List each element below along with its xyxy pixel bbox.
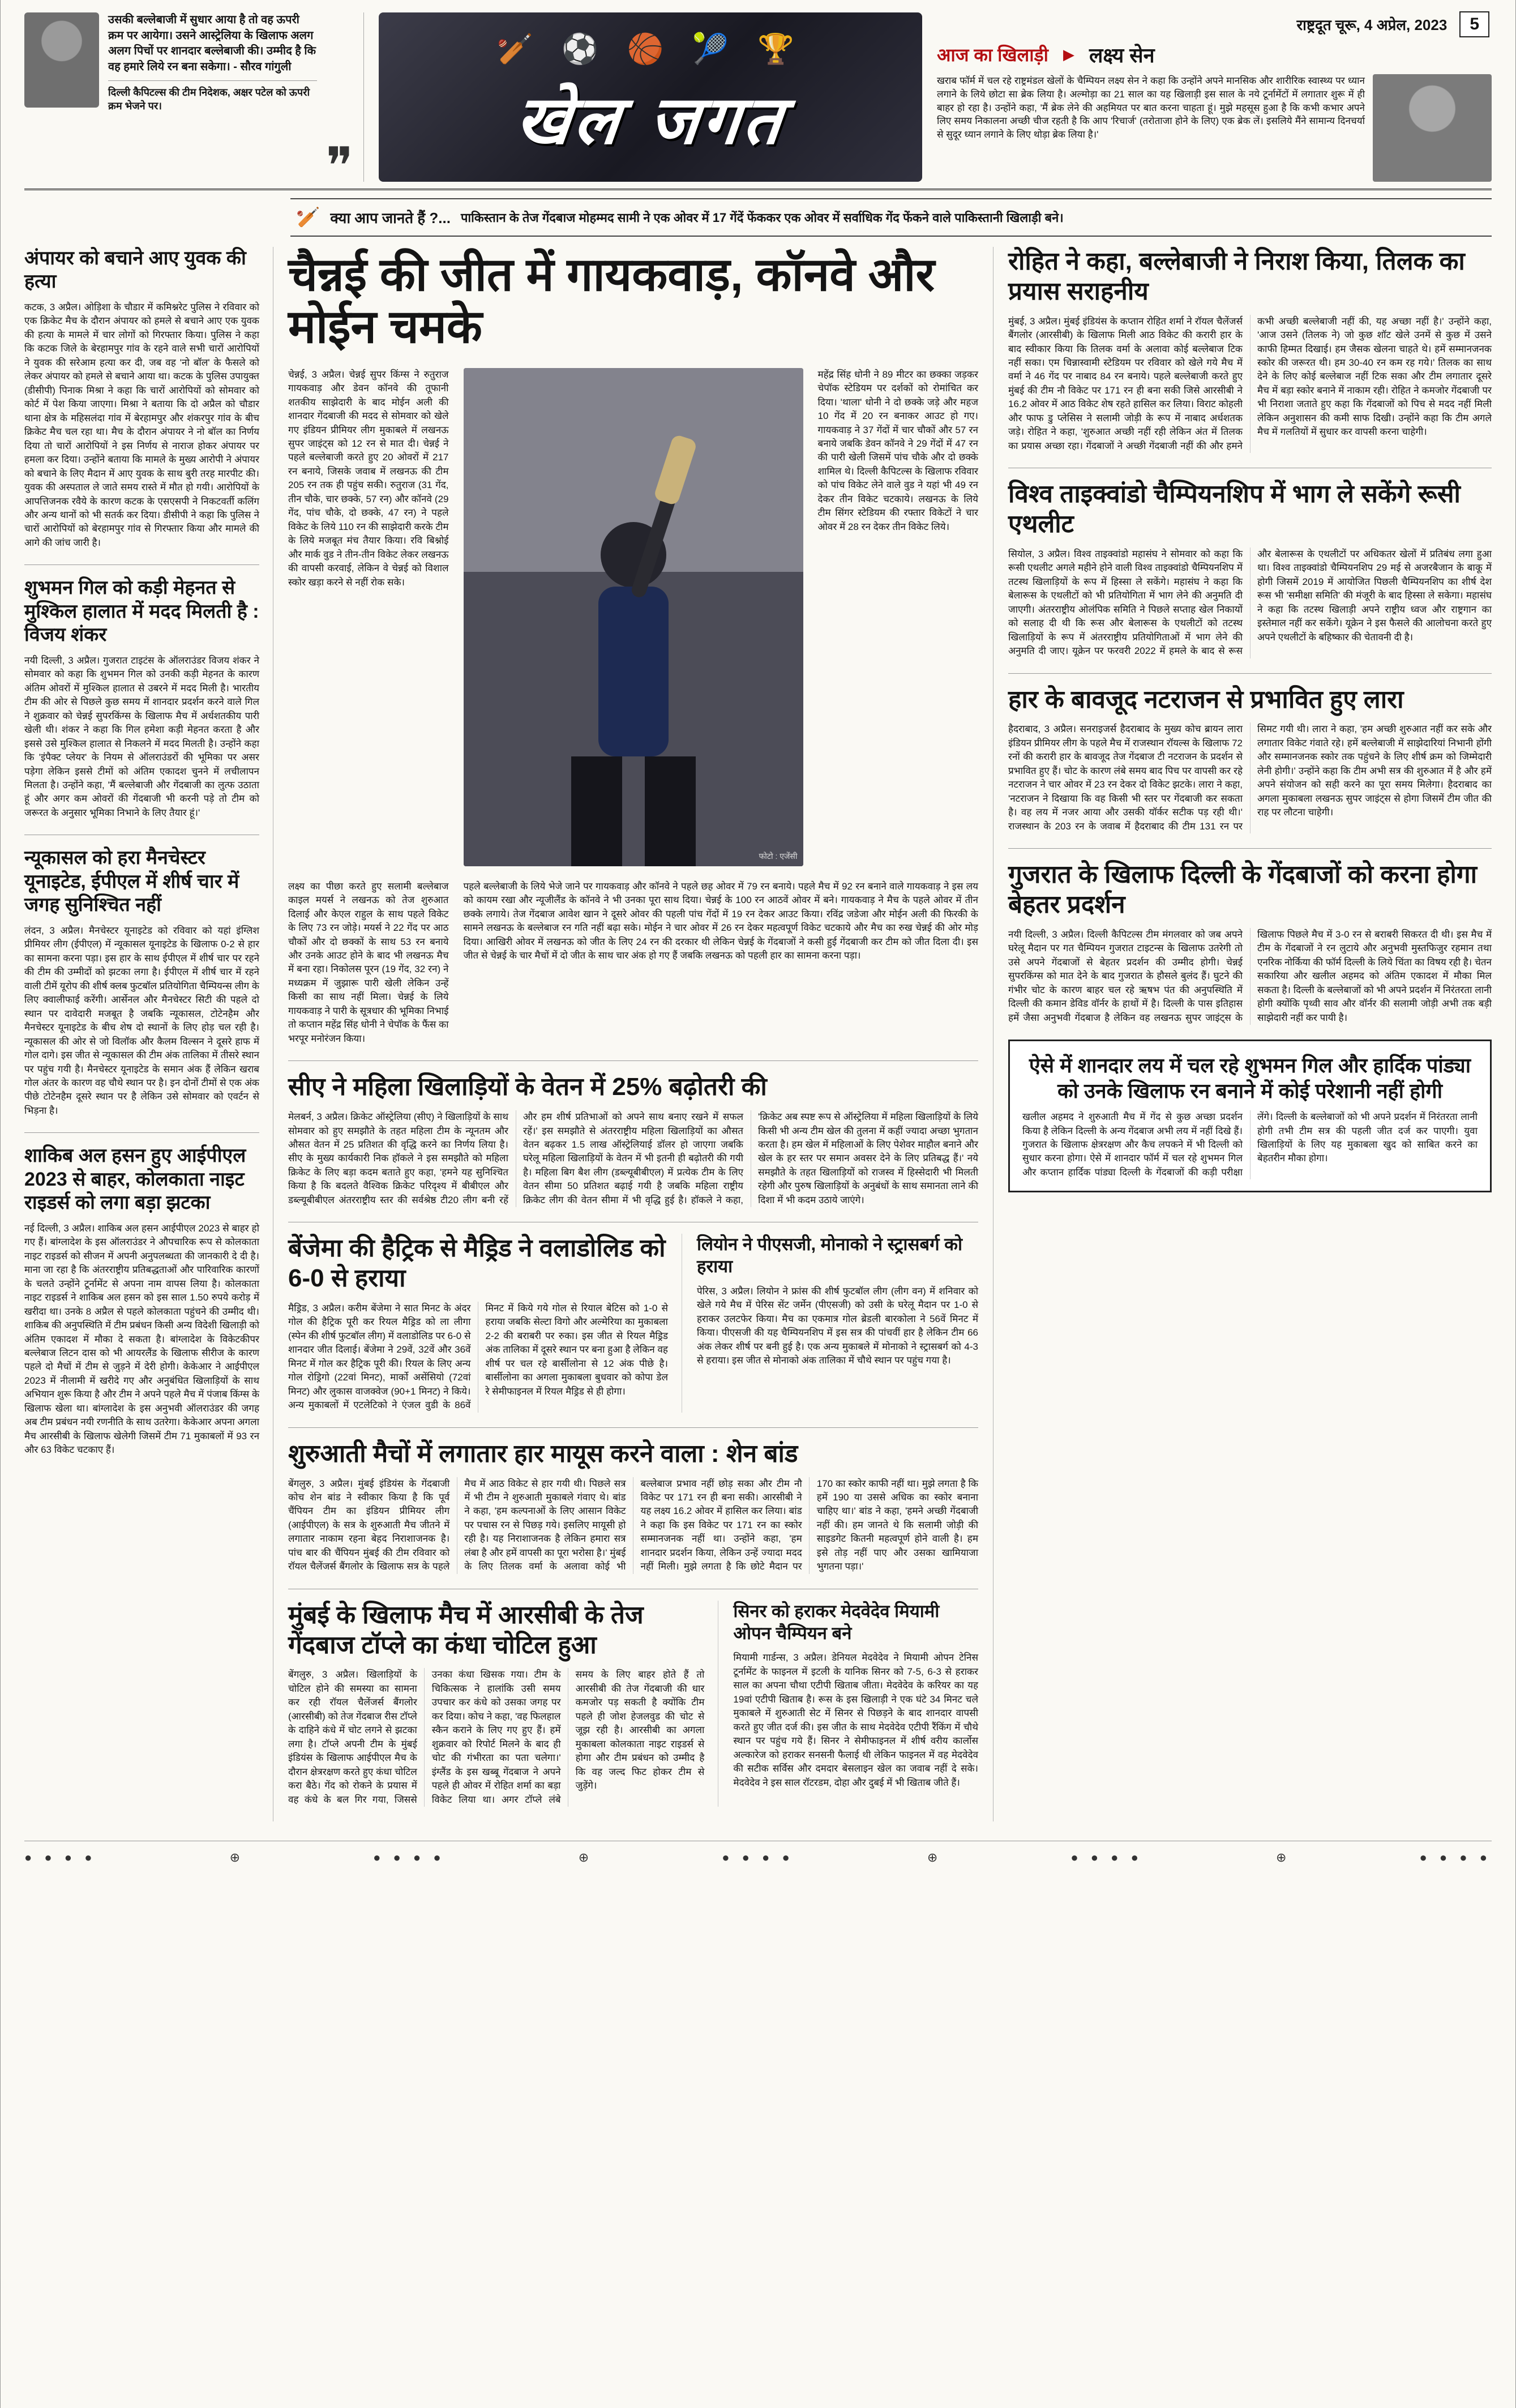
article-body: बेंगलुरु, 3 अप्रैल। मुंबई इंडियंस के गेंदबाजी कोच शेन बांड ने स्वीकार किया है कि पूर्व चैंपियन टीम का इंडियन प्रीमियर लीग (आईपीएल) के सत्र के शुरुआती मैच जीतने में लगातार नाकाम रहना बेहद निराशाजनक है। पांच बार की चैंपियन मुंबई की टीम रविवार को रॉयल चैलेंजर्स बैंगलोर के खिलाफ सत्र के पहले मैच में आठ विकेट से हार गयी थी। पिछले सत्र में भी टीम ने शुरुआती मुकाबले गंवाए थे। बांड ने कहा, 'हम कल्पनाओं के लिए आसान विकेट पर पचास रन से पिछड़ गये। इसलिए मायूसी हो रही है। यह निराशाजनक है लेकिन हमारा सत्र लंबा है और हमें वापसी का पूरा भरोसा है।' मुंबई के लिए तिलक वर्मा के अलावा कोई भी बल्लेबाज प्रभाव नहीं छोड़ सका और टीम नौ विकेट पर 171 रन ही बना सकी। आरसीबी ने यह लक्ष्य 16.2 ओवर में हासिल कर लिया। बांड ने कहा कि इस विकेट पर 171 रन का स्कोर सम्मानजनक नहीं था। उन्होंने कहा, 'हम शानदार प्रदर्शन किया, लेकिन उन्हें ज्यादा मदद नहीं मिली। मुझे लगता है कि छोटे मैदान पर 170 का स्कोर काफी नहीं था। मुझे लगता है कि हमें 190 या उससे अधिक का स्कोर बनाना चाहिए था।' बांड ने कहा, 'हमने अच्छी गेंदबाजी नहीं की। हम जानते थे कि सलामी जोड़ी की साइडगेट कितनी महत्वपूर्ण होने वाली है। हम इसे तोड़ नहीं पाए और उसका खामियाजा भुगतना पड़ा।': [288, 1478, 978, 1572]
article-headline: बेंजेमा की हैट्रिक से मैड्रिड ने वलाडोलिड को 6-0 से हराया: [288, 1234, 666, 1293]
article-shakib-ipl: [24, 1132, 259, 1457]
article-headline: सिनर को हराकर मेदवेदेव मियामी ओपन चैम्पियन बने: [733, 1601, 940, 1643]
quote-text: उसकी बल्लेबाजी में सुधार आया है तो वह ऊपरी क्रम पर आयेगा। उसने आस्ट्रेलिया के खिलाफ अलग अलग पिचों पर शानदार बल्लेबाजी की। उम्मीद है कि वह हमारे लिये रन बना सकेगा। - सौरव गांगुली: [108, 14, 316, 73]
did-you-know-strip: [290, 198, 1492, 237]
article-headline: शुभमन गिल को कड़ी मेहनत से मुश्किल हालात में मदद मिलती है : विजय शंकर: [24, 577, 259, 646]
registration-mark-icon: ⊕: [1275, 1850, 1287, 1865]
article-body: मियामी गार्डन्स, 3 अप्रैल। डेनियल मेदवेदेव ने मियामी ओपन टेनिस टूर्नामेंट के फाइनल में इटली के यानिक सिनर को 7-5, 6-3 से हराकर साल का अपना चौथा एटीपी खिताब जीता। मेदवेदेव के करियर का यह 19वां एटीपी खिताब है। रूस के इस खिलाड़ी ने एक घंटे 34 मिनट चले मुकाबले में शुरुआती सेट में सिनर से पिछड़ने के बाद शानदार वापसी करते हुए जीत दर्ज की। इस जीत के साथ मेदवेदेव एटीपी रैंकिंग में चौथे स्थान पर पहुंच गये हैं। सिनर ने सेमीफाइनल में शीर्ष वरीय कार्लोस अल्कारेज को हराकर सनसनी फैलाई थी लेकिन फाइनल में वह मेदवेदेव की सटीक सर्विस और दमदार बेसलाइन खेल का जवाब नहीं दे सके। मेदवेदेव ने इस साल रॉटरडम, दोहा और दुबई में भी खिताब जीते हैं।: [733, 1652, 978, 1788]
article-body: बेंगलुरु, 3 अप्रैल। खिलाड़ियों के चोटिल होने की समस्या का सामना कर रही रॉयल चैलेंजर्स बैंगलोर (आरसीबी) को तेज गेंदबाज रीस टॉप्ले के दाहिने कंधे में चोट लगने से झटका लगा है। टॉप्ले अपनी टीम के मुंबई इंडियंस के खिलाफ आईपीएल मैच के दौरान क्षेत्ररक्षण करते हुए कंधा चोटिल करा बैठे। गेंद को रोकने के प्रयास में वह कंधे के बल गिर गया, जिससे उनका कंधा खिसक गया। टीम के चिकित्सक ने हालांकि उसी समय उपचार कर कंधे को उसका जगह पर कर दिया। कोच ने कहा, 'वह फिलहाल स्कैन कराने के लिए गए हुए हैं। हमें शुक्रवार को रिपोर्ट मिलने के बाद ही चोट की गंभीरता का पता चलेगा।' इंग्लैंड के इस खब्बू गेंदबाज ने अपने पहले ही ओवर में रोहित शर्मा का बड़ा विकेट लिया था। अगर टॉप्ले लंबे समय के लिए बाहर होते हैं तो आरसीबी की तेज गेंदबाजी की धार कमजोर पड़ सकती है क्योंकि टीम पहले ही जोश हेजलवुड की चोट से जूझ रही है। आरसीबी का अगला मुकाबला कोलकाता नाइट राइडर्स से होगा और टीम प्रबंधन को उम्मीद है कि वह जल्द फिट होकर टीम से जुड़ेंगे।: [288, 1669, 705, 1805]
did-you-know-label: क्या आप जानते हैं ?...: [330, 209, 451, 226]
did-you-know-text: पाकिस्तान के तेज गेंदबाज मोहम्मद सामी ने एक ओवर में 17 गेंदें फेंककर एक ओवर में सर्वाधिक गेंद फेंकने वाले पाकिस्तानी खिलाड़ी बने।: [460, 211, 1064, 225]
article-body: मैड्रिड, 3 अप्रैल। करीम बेंजेमा ने सात मिनट के अंदर गोल की हैट्रिक पूरी कर रियल मैड्रिड को ला लीगा (स्पेन की शीर्ष फुटबॉल लीग) में वलाडोलिड पर 6-0 से शानदार जीत दिलाई। बेंजेमा ने 29वें, 32वें और 36वें मिनट में गोल कर हैट्रिक पूरी की। रियल के लिए अन्य गोल रोड्रिगो (22वां मिनट), मार्को असेंसियो (72वां मिनट) और लुकास वाजक्वेज (90+1 मिनट) ने किये। अन्य मुकाबलों में एटलेटिको ने एंजल वुडी के 86वें मिनट में किये गये गोल से रियाल बेटिस को 1-0 से हराया जबकि सेल्टा विगो और अल्मेरिया का मुकाबला 2-2 की बराबरी पर रुका। इस जीत से रियल मैड्रिड अंक तालिका में दूसरे स्थान पर बना हुआ है लेकिन वह शीर्ष पर चल रहे बार्सीलोना से 12 अंक पीछे है। बार्सीलोना का अगला मुकाबला बुधवार को कोपा डेल रे सेमीफाइनल में रियल मैड्रिड से ही होगा।: [288, 1302, 668, 1411]
article-gill-shankar: [24, 564, 259, 820]
article-ca-pay-rise: [288, 1060, 978, 1207]
registration-mark-icon: ⊕: [578, 1850, 589, 1865]
pagination-dots: ● ● ● ●: [1070, 1850, 1143, 1865]
article-headline: शुरुआती मैचों में लगातार हार मायूस करने वाला : शेन बांड: [288, 1439, 798, 1468]
article-body: सियोल, 3 अप्रैल। विश्व ताइक्वांडो महासंघ ने सोमवार को कहा कि रूसी एथलीट अगले महीने होने वाली विश्व ताइक्वांडो चैम्पियनशिप में तटस्थ खिलाड़ियों के रूप में हिस्सा ले सकेंगे। महासंघ ने कहा कि बेलारूस के एथलीटों को भी प्रतियोगिता में भाग लेने की अनुमति दी जाएगी। अंतरराष्ट्रीय ओलंपिक समिति ने पिछले सप्ताह खेल निकायों को सलाह दी थी कि रूस और बेलारूस के एथलीटों को तटस्थ खिलाड़ियों के रूप में अंतरराष्ट्रीय प्रतियोगिताओं में भाग लेने की अनुमति दी जाए। यूक्रेन पर फरवरी 2022 में हमले के बाद से रूस और बेलारूस के एथलीटों पर अधिकतर खेलों में प्रतिबंध लगा हुआ था। विश्व ताइक्वांडो चैम्पियनशिप 29 मई से अजरबैजान के बाकू में होगी जिसमें 2019 में आयोजित पिछली चैम्पियनशिप का शीर्ष देश रूस भी 'समीक्षा समिति' की मंजूरी के बाद हिस्सा ले सकेगा। महासंघ ने कहा कि तटस्थ खिलाड़ी अपने राष्ट्रीय ध्वज और राष्ट्रगान का इस्तेमाल नहीं कर सकेंगे। यूक्रेन ने इस फैसले की आलोचना करते हुए अपने एथलीटों के बहिष्कार की चेतावनी दी है।: [1008, 548, 1492, 657]
article-body: मुंबई, 3 अप्रैल। मुंबई इंडियंस के कप्तान रोहित शर्मा ने रॉयल चैलेंजर्स बैंगलोर (आरसीबी) के खिलाफ मिली आठ विकेट की करारी हार के बाद स्वीकार किया कि तिलक वर्मा के अलावा कोई बल्लेबाज टिक नहीं सका। एम चिन्नास्वामी स्टेडियम पर रविवार को खेले गये मैच में वर्मा ने 46 गेंद पर नाबाद 84 रन बनाये। पहले बल्लेबाजी करते हुए मुंबई की टीम नौ विकेट पर 171 रन ही बना सकी जिसे आरसीबी ने 16.2 ओवर में आठ विकेट शेष रहते हासिल कर लिया। विराट कोहली और फाफ डु प्लेसिस ने सलामी जोड़ी के रूप में नाबाद अर्धशतक जड़े। रोहित ने कहा, 'शुरुआत अच्छी नहीं रही लेकिन अंत में तिलक का प्रयास अच्छा रहा। गेंदबाजों ने अच्छी गेंदबाजी नहीं की और हमने कभी अच्छी बल्लेबाजी नहीं की, यह अच्छा नहीं है।' उन्होंने कहा, 'आज उसने (तिलक ने) जो कुछ शॉट खेले उनमें से कुछ में उसने काफी हिम्मत दिखाई। हम जैसक खेलना चाहते थे। हमें सम्मानजनक स्कोर की जरूरत थी। हम 30-40 रन कम रह गये।' तिलक का साथ देने के लिए कोई बल्लेबाज नहीं टिक सका और टीम लगातार दूसरे मैच में बड़ा स्कोर बनाने में नाकाम रही। रोहित ने कमजोर गेंदबाजी पर भी निराशा जताते हुए कहा कि गेंदबाजों को पिच से मदद नहीं मिली लेकिन अनुशासन की कमी साफ दिखी। उन्होंने कहा कि टीम अगले मैच में गलतियों में सुधार कर वापसी करना चाहेगी।: [1008, 315, 1492, 451]
cricket-ball-icon: 🏏: [296, 207, 320, 228]
player-of-the-day: [937, 12, 1492, 182]
sports-icons: 🏏 ⚽ 🏀 🎾 🏆: [496, 32, 804, 66]
player-name: लक्ष्य सेन: [1089, 44, 1155, 67]
main-body-col2: लक्ष्य का पीछा करते हुए सलामी बल्लेबाज काइल मयर्स ने लखनऊ को तेज शुरुआत दिलाई और केएल राहुल के साथ पहले विकेट के लिए 73 रन जोड़े। मयर्स ने 22 गेंद पर आठ चौकों और दो छक्कों के साथ 53 रन बनाये और उनके आउट होने के बाद भी लखनऊ मैच में बना रहा। निकोलस पूरन (19 गेंद, 32 रन) ने मध्यक्रम में जुझारू पारी खेली लेकिन उन्हें किसी का साथ नहीं मिला। चेन्नई के लिये गायकवाड़ ने पारी के सूत्रधार की भूमिका निभाई तो कप्तान महेंद्र सिंह धोनी ने चेपॉक के फैंस का भरपूर मनोरंजन किया।: [288, 880, 449, 1044]
article-body: पेरिस, 3 अप्रैल। लियोन ने फ्रांस की शीर्ष फुटबॉल लीग (लीग वन) में शनिवार को खेले गये मैच में पेरिस सेंट जर्मेन (पीएसजी) को उसी के घरेलू मैदान पर 1-0 से हराकर उलटफेर किया। मैच का एकमात्र गोल ब्रेडली बारकोला ने 56वें मिनट में किया। पीएसजी की यह चैम्पियनशिप में इस सत्र की पांचवीं हार है लेकिन टीम 66 अंक लेकर शीर्ष पर बनी हुई है। एक अन्य मुकाबले में मोनाको ने स्ट्रासबर्ग को 4-3 से हराया। इस जीत से मोनाको अंक तालिका में चौथे स्थान पर पहुंच गया है।: [696, 1285, 978, 1366]
article-headline: न्यूकासल को हरा मैनचेस्टर यूनाइटेड, ईपीएल में शीर्ष चार में जगह सुनिश्चित नहीं: [24, 847, 239, 916]
article-newcastle-united: [24, 835, 259, 1118]
highlight-body: खलील अहमद ने शुरुआती मैच में गेंद से कुछ अच्छा प्रदर्शन किया है लेकिन दिल्ली के अन्य गेंदबाज अभी लय में नहीं दिखे हैं। गुजरात के खिलाफ क्षेत्ररक्षण और कैच लपकने में भी दिल्ली को सुधार करना होगा। ऐसे में शानदार फॉर्म में चल रहे शुभमन गिल और कप्तान हार्दिक पांड्या दिल्ली के गेंदबाजों की कड़ी परीक्षा लेंगे। दिल्ली के बल्लेबाजों को भी अपने प्रदर्शन में निरंतरता लानी होगी तभी टीम सत्र की पहली जीत दर्ज कर पाएगी। युवा खिलाड़ियों के लिए यह मुकाबला खुद को साबित करने का बेहतरीन मौका होगा।: [1022, 1111, 1478, 1178]
columnist-photo: [24, 12, 99, 108]
bottom-row: [288, 1589, 978, 1821]
registration-mark-icon: ⊕: [229, 1850, 241, 1865]
article-headline: शाकिब अल हसन हुए आईपीएल 2023 से बाहर, कोलकाता नाइट राइडर्स को लगा बड़ा झटका: [24, 1145, 246, 1214]
article-delhi-bowlers: [1008, 848, 1492, 1025]
registration-mark-icon: ⊕: [927, 1850, 938, 1865]
article-body: मेलबर्न, 3 अप्रैल। क्रिकेट ऑस्ट्रेलिया (सीए) ने खिलाड़ियों के साथ सोमवार को हुए समझौते के तहत महिला टीम के न्यूनतम और औसत वेतन में 25 प्रतिशत की वृद्धि करने का निर्णय लिया है। सीए के मुख्य कार्यकारी निक हॉकले ने इस समझौते को महिला क्रिकेट के लिए बड़ा कदम बताते हुए कहा, 'हमने यह सुनिश्चित किया है कि बदलते वैश्विक क्रिकेट परिदृश्य में बीबीएल और डब्ल्यूबीबीएल अंतरराष्ट्रीय स्तर की सर्वश्रेष्ठ टी20 लीग बनी रहें और हम शीर्ष प्रतिभाओं को अपने साथ बनाए रखने में सफल रहें।' इस समझौते से अंतरराष्ट्रीय महिला खिलाड़ियों का औसत वेतन बढ़कर 1.5 लाख ऑस्ट्रेलियाई डॉलर हो जाएगा जबकि घरेलू महिला खिलाड़ियों के वेतन में भी इतनी ही बढ़ोतरी की गयी है। महिला बिग बैश लीग (डब्ल्यूबीबीएल) में प्रत्येक टीम के लिए वेतन सीमा 50 प्रतिशत बढ़ाई गयी है जबकि महिला राष्ट्रीय क्रिकेट लीग की वेतन सीमा में भी वृद्धि हुई है। हॉकले ने कहा, 'क्रिकेट अब स्पष्ट रूप से ऑस्ट्रेलिया में महिला खिलाड़ियों के लिये किसी भी अन्य टीम खेल की तुलना में कहीं ज्यादा अच्छा भुगतान करता है। हम खेल में महिलाओं के लिए पेशेवर माहौल बनाने और खेल के हर स्तर पर समान अवसर देने के लिए प्रतिबद्ध हैं।' नये समझौते के तहत खिलाड़ियों को राजस्व में हिस्सेदारी भी मिलती रहेगी और पुरुष खिलाड़ियों के अनुबंधों के साथ समानता लाने की दिशा में भी कदम उठाये जाएंगे।: [288, 1111, 978, 1205]
player-of-day-label: आज का खिलाड़ी: [937, 45, 1048, 65]
section-title: खेल जगत: [511, 80, 789, 159]
photo-credit: फोटो : एजेंसी: [759, 851, 798, 861]
article-headline: अंपायर को बचाने आए युवक की हत्या: [24, 247, 246, 293]
article-body: नयी दिल्ली, 3 अप्रैल। गुजरात टाइटंस के ऑलराउंडर विजय शंकर ने सोमवार को कहा कि शुभमन गिल को उनकी कड़ी मेहनत के कारण अंतिम ओवरों में मुश्किल हालात से उबरने में मदद मिली है। भारतीय टीम की ओर से पिछले कुछ समय में शानदार प्रदर्शन करने वाले गिल ने शुक्रवार को चेन्नई सुपरकिंग्स के खिलाफ मैच में अर्धशतकीय पारी खेली थी। शंकर ने कहा कि गिल हमेशा कड़ी मेहनत करता है और इससे उसे मुश्किल हालात से निकलने में मदद मिलती है। उन्होंने कहा कि 'इंपैक्ट प्लेयर' के नियम से ऑलराउंडरों की भूमिका पर असर पड़ेगा लेकिन इससे टीमों को अंतिम एकादश चुनने में लचीलापन मिलता है। उन्होंने कहा, 'मैं बल्लेबाजी और गेंदबाजी का लुत्फ उठाता हूं और अगर कम ओवरों की गेंदबाजी भी करनी पड़े तो टीम को जरूरत के अनुसार भूमिका निभाने के लिए तैयार हूं।': [24, 655, 259, 818]
article-headline: विश्व ताइक्वांडो चैम्पियनशिप में भाग ले सकेंगे रूसी एथलीट: [1008, 480, 1461, 538]
pagination-strip: [24, 1841, 1492, 1865]
pagination-dots: ● ● ● ●: [1419, 1850, 1492, 1865]
pagination-dots: ● ● ● ●: [24, 1850, 97, 1865]
main-body-after: पहले बल्लेबाजी के लिये भेजे जाने पर गायकवाड़ और कॉनवे ने पहले छह ओवर में 79 रन बनाये। पहले मैच में 92 रन बनाने वाले गायकवाड़ ने इस लय को कायम रखा और न्यूजीलैंड के कॉनवे ने भी उनका पूरा साथ दिया। चेन्नई के 100 रन आठवें ओवर में बने। गायकवाड़ ने मैच के पहले ओवर में तीन छक्के लगाये। तेज गेंदबाज आवेश खान ने दूसरे ओवर की पहली पांच गेंदों में 19 रन देकर आउट किया। रविंद्र जडेजा और मोईन अली की फिरकी के सामने लखनऊ के बल्लेबाज रन गति नहीं बढ़ा सके। मोईन ने चार ओवर में 26 रन देकर महत्वपूर्ण विकेट चटकाये और मैच का रुख चेन्नई की ओर मोड़ दिया। आखिरी ओवर में लखनऊ को जीत के लिए 24 रन की दरकार थी लेकिन चेन्नई के गेंदबाजों ने कसी हुई गेंदबाजी कर टीम को जीत दिला दी। इस जीत से चेन्नई के चार मैचों में दो जीत के साथ चार अंक हो गए हैं जबकि लखनऊ को पहली हार का सामना करना पड़ा।: [463, 880, 978, 961]
article-body: नयी दिल्ली, 3 अप्रैल। दिल्ली कैपिटल्स टीम मंगलवार को जब अपने घरेलू मैदान पर गत चैम्पियन गुजरात टाइटन्स के खिलाफ उतरेगी तो उसे अपने गेंदबाजों से बेहतर प्रदर्शन की उम्मीद होगी। चेन्नई सुपरकिंग्स को मात देने के बाद गुजरात के हौसले बुलंद हैं। घुटने की गंभीर चोट के कारण बाहर चल रहे ऋषभ पंत की अनुपस्थिति में दिल्ली की कमान डेविड वॉर्नर के हाथों में है। दिल्ली के पास इतिहास हमें जैसा अनुभवी गेंदबाज है लेकिन वह लखनऊ सुपर जाइंट्स के खिलाफ पिछले मैच में 3-0 रन से बराबरी सिकरत दी थी। इस मैच में टीम के गेंदबाजों ने रन लुटाये और अनुभवी मुस्तफिजुर रहमान तथा एनरिक नोर्किया की फॉर्म दिल्ली के लिये चिंता का विषय रही है। चेतन सकारिया और खलील अहमद को अंतिम एकादश में मौका मिल सकता है। दिल्ली के बल्लेबाजों को भी अपने प्रदर्शन में निरंतरता लानी होगी क्योंकि पृथ्वी साव और वॉर्नर की सलामी जोड़ी अभी तक बड़ी साझेदारी नहीं कर पायी है।: [1008, 929, 1492, 1023]
article-lyon-psg: [697, 1234, 978, 1412]
main-headline: चैन्नई की जीत में गायकवाड़, कॉनवे और मोईन चमके: [288, 249, 935, 353]
pagination-dots: ● ● ● ●: [722, 1850, 794, 1865]
main-body-col1: चेन्नई, 3 अप्रैल। चेन्नई सुपर किंग्स ने रुतुराज गायकवाड़ और डेवन कॉनवे की तूफानी शतकीय साझेदारी के बाद मोईन अली की शानदार गेंदबाजी की मदद से सोमवार को खेले गए इंडियन प्रीमियर लीग मुकाबले में लखनऊ सुपर जाइंट्स को 12 रन से मात दी। चेन्नई ने पहले बल्लेबाजी करते हुए 20 ओवरों में 217 रन बनाये, जिसके जवाब में लखनऊ की टीम 205 रन तक ही पहुंच सकी। रुतुराज (31 गेंद, तीन चौके, चार छक्के, 57 रन) और कॉनवे (29 गेंद, पांच चौके, दो छक्के, 47 रन) ने पहले विकेट के लिये 110 रन की साझेदारी करके टीम के लिये मजबूत मंच तैयार किया। रवि बिश्नोई और मार्क वुड ने तीन-तीन विकेट लेकर लखनऊ की वापसी करवाई, लेकिन वे चेन्नई को विशाल स्कोर खड़ा करने से नहीं रोक सके।: [288, 369, 449, 588]
page-number: 5: [1459, 11, 1489, 37]
page-topline: [1296, 11, 1489, 37]
arrow-right-icon: ▶: [1063, 46, 1074, 63]
highlight-headline: ऐसे में शानदार लय में चल रहे शुभमन गिल और हार्दिक पांड्या को उनके खिलाफ रन बनाने में कोई परेशानी नहीं होगी: [1029, 1054, 1471, 1103]
player-photo: [1373, 74, 1492, 182]
article-lara-natarajan: [1008, 673, 1492, 834]
article-headline: लियोन ने पीएसजी, मोनाको ने स्ट्रासबर्ग को हराया: [696, 1234, 963, 1277]
right-column: [993, 247, 1492, 1821]
article-body: हैदराबाद, 3 अप्रैल। सनराइजर्स हैदराबाद के मुख्य कोच ब्रायन लारा इंडियन प्रीमियर लीग के पहले मैच में राजस्थान रॉयल्स के खिलाफ 72 रनों की करारी हार के बावजूद तेज गेंदबाज टी नटराजन के प्रदर्शन से प्रभावित हुए हैं। चोट के कारण लंबे समय बाद पिच पर वापसी कर रहे नटराजन ने चार ओवर में 23 रन देकर दो विकेट झटके। लारा ने कहा, 'नटराजन ने दिखाया कि वह किसी भी स्तर पर गेंदबाजी कर सकता है। वह लय में नजर आया और उसकी यॉर्कर सटीक पड़ रही थी।' राजस्थान के 203 रन के जवाब में हैदराबाद की टीम 131 रन पर सिमट गयी थी। लारा ने कहा, 'हम अच्छी शुरुआत नहीं कर सके और लगातार विकेट गंवाते रहे। हमें बल्लेबाजी में साझेदारियां निभानी होंगी और सम्मानजनक स्कोर तक पहुंचने के लिए शीर्ष क्रम को जिम्मेदारी लेनी होगी।' उन्होंने कहा कि टीम अभी सत्र की शुरुआत में है और हमें अपने संयोजन को सही करने का पूरा समय मिलेगा। हैदराबाद का अगला मुकाबला लखनऊ सुपर जाइंट्स से होगा जिसमें टीम जीत की राह पर लौटना चाहेगी।: [1008, 724, 1492, 832]
article-umpire-murder: [24, 247, 259, 550]
article-medvedev-miami: [733, 1601, 978, 1807]
player-text: खराब फॉर्म में चल रहे राष्ट्रमंडल खेलों के चैम्पियन लक्ष्य सेन ने कहा कि उन्होंने अपने मानसिक और शारीरिक स्वास्थ्य पर ध्यान लगाने के लिये छोटा सा ब्रेक लिया है। अल्मोड़ा का 21 साल का यह खिलाड़ी इस साल के नये टूर्नामेंटों में लगातार शुरू में ही बाहर हो रहा है। उन्होंने कहा, 'मैं ब्रेक लेने की अहमियत पर बात करना चाहता हूं। मुझे महसूस हुआ है कि कभी कभार अपने लिए समय निकालना अच्छी चीज रहती है कि आप 'रिचार्ज' (तरोताजा होने के लिए) एक ब्रेक लें। इसलिये मैंने सामान्य दिनचर्या से सुदूर ध्यान लगाने के लिए थोड़ा ब्रेक लिया है।': [937, 75, 1365, 140]
article-headline: रोहित ने कहा, बल्लेबाजी ने निराश किया, तिलक का प्रयास सराहनीय: [1008, 247, 1465, 305]
article-headline: मुंबई के खिलाफ मैच में आरसीबी के तेज गेंदबाज टॉप्ले का कंधा चोटिल हुआ: [288, 1601, 644, 1659]
article-taekwondo-russia: [1008, 468, 1492, 658]
left-column: [24, 247, 273, 1821]
main-body-col3: महेंद्र सिंह धोनी ने 89 मीटर का छक्का जड़कर चेपॉक स्टेडियम पर दर्शकों को रोमांचित कर दिया। 'थाला' धोनी ने दो छक्के जड़े और महज 10 गेंद में 20 रन बनाकर आउट हो गए। गायकवाड़ ने 37 गेंदों में चार चौकों और 57 रन बनाये जबकि डेवन कॉनवे ने 29 गेंदों में 47 रन की पारी खेली जिसमें पांच चौके और दो छक्के शामिल थे। दिल्ली कैपिटल्स के खिलाफ रविवार को पांच विकेट लेने वाले वुड ने यहां भी 49 रन देकर तीन विकेट चटकाये। लखनऊ के लिये टीम सिंगर स्टेडियम की रफ्तार विकेटों ने चार ओवर में 28 रन देकर तीन विकेट लिये।: [817, 369, 978, 532]
quote-caption: दिल्ली कैपिटल्स की टीम निदेशक, अक्षर पटेल को ऊपरी क्रम भेजने पर।: [108, 80, 317, 113]
article-benzema-hattrick: [288, 1234, 682, 1412]
quote-mark-icon: ❞: [326, 136, 353, 196]
article-headline: सीए ने महिला खिलाड़ियों के वेतन में 25% बढ़ोतरी की: [288, 1073, 767, 1101]
highlight-box-gill-pandya: [1008, 1040, 1492, 1192]
article-headline: हार के बावजूद नटराजन से प्रभावित हुए लारा: [1008, 685, 1404, 713]
article-body: कटक, 3 अप्रैल। ओड़िशा के चौडार में कमिश्नरेट पुलिस ने रविवार को एक क्रिकेट मैच के दौरान अंपायर को हमले से बचाने आए एक युवक की हत्या के मामले में चार लोगों को गिरफ्तार किया। पुलिस ने कहा कि कटक जिले के बेरहामपुर गांव के रहने वाले सभी चारों आरोपियों ने युवक की सरेआम हत्या कर दी, जब वह 'नो बॉल' के फैसले को लेकर अंपायर को हमले से बचाने आया था। कटक के पुलिस उपायुक्त (डीसीपी) पिनाक मिश्रा ने कहा कि चारों आरोपियों को सोमवार को कोर्ट में पेश किया जाएगा। मिश्रा ने बताया कि दो अप्रैल को चौडार थाना क्षेत्र के महिसलंदा गांव में बेरहामपुर और शंकरपुर गांव के बीच क्रिकेट मैच चल रहा था। मैच के दौरान अंपायर ने नो बॉल का निर्णय दिया तो चारों आरोपियों ने इस निर्णय से नाराज होकर अंपायर पर हमला कर दिया। उन्होंने बताया कि मामले के मुख्य आरोपी ने अंपायर को बचाने के लिए मैदान में आए युवक के साथ बुरी तरह मारपीट की। युवक की अस्पताल ले जाते समय रास्ते में मौत हो गयी। आरोपियों के आपत्तिजनक रवैये के कारण कटक के एसएसपी ने निकटवर्ती कलिंग और अन्य थानों को भी सतर्क कर दिया। डीसीपी ने कहा कि पुलिस ने चारों आरोपियों को बेरहामपुर गांव से गिरफ्तार किया और मामले की आगे की जांच जारी है।: [24, 301, 259, 548]
article-headline: गुजरात के खिलाफ दिल्ली के गेंदबाजों को करना होगा बेहतर प्रदर्शन: [1008, 861, 1478, 918]
page-body: [24, 247, 1492, 1821]
article-body: नई दिल्ली, 3 अप्रैल। शाकिब अल हसन आईपीएल 2023 से बाहर हो गए हैं। बांग्लादेश के इस ऑलराउंडर ने औपचारिक रूप से कोलकाता नाइट राइडर्स को सीजन में अपनी अनुपलब्धता की जानकारी दे दी है। माना जा रहा है कि अंतरराष्ट्रीय प्रतिबद्धताओं और पारिवारिक कारणों के चलते उन्होंने टूर्नामेंट से अपना नाम वापस लिया है। कोलकाता नाइट राइडर्स ने शाकिब अल हसन को इस साल 1.50 रुपये करोड़ में खरीदा था। उनके 8 अप्रैल से पहले कोलकाता पहुंचने की उम्मीद थी। शाकिब की अनुपस्थिति में टीम प्रबंधन किसी अन्य विदेशी खिलाड़ी को अंतिम एकादश में मौका दे सकता है। बांग्लादेश के विकेटकीपर बल्लेबाज लिटन दास को भी आयरलैंड के खिलाफ सीरीज के कारण पहले दो मैचों में टीम से जुड़ने में देरी होगी। केकेआर ने आईपीएल 2023 में नीलामी में खरीदे गए और अनुबंधित खिलाड़ियों के साथ अभियान शुरू किया है और टीम ने अपने पहले मैच में पंजाब किंग्स के खिलाफ खेला था। बांग्लादेश के इस अनुभवी ऑलराउंडर की जगह अब टीम प्रबंधन नयी रणनीति के साथ उतरेगा। केकेआर अपना अगला मैच आरसीबी के खिलाफ खेलेगी जिसमें टीम 71 मुकाबलों में 93 रन और 63 विकेट चटकाए हैं।: [24, 1222, 259, 1456]
center-column: [273, 247, 993, 1821]
section-banner: [379, 12, 922, 182]
article-shane-bond: [288, 1427, 978, 1574]
pagination-dots: ● ● ● ●: [373, 1850, 446, 1865]
dateline: राष्ट्रदूत चूरू, 4 अप्रेल, 2023: [1296, 16, 1448, 33]
cricketer-photo: [464, 368, 803, 866]
football-row: [288, 1222, 978, 1427]
article-topley-injury: [288, 1601, 718, 1807]
masthead: [24, 12, 1492, 196]
article-csk-win: [288, 249, 978, 1046]
article-body: लंदन, 3 अप्रैल। मैनचेस्टर यूनाइटेड को रविवार को यहां इंग्लिश प्रीमियर लीग (ईपीएल) में न्यूकासल यूनाइटेड के खिलाफ 0-2 से हार का सामना करना पड़ा। इस हार के साथ ईपीएल में शीर्ष चार पर रहने की टीम की उम्मीदों को झटका लगा है। ईपीएल में शीर्ष चार में रहने वाली टीमें यूरोप की शीर्ष क्लब फुटबॉल प्रतियोगिता चैम्पियन्स लीग के लिए क्वालीफाई करेंगी। आर्सेनल और मैनचेस्टर सिटी की पहले दो स्थान पर दावेदारी मजबूत है जबकि न्यूकासल, टोटेनहैम और मैनचेस्टर यूनाइटेड के बीच शेष दो स्थानों के लिए होड़ चल रही है। न्यूकासल की ओर से जो विलॉक और कैलम विल्सन ने दूसरे हाफ में गोल दागे। इस जीत से न्यूकासल की टीम अंक तालिका में तीसरे स्थान पर पहुंच गयी है। मैनचेस्टर यूनाइटेड के समान अंक हैं लेकिन खराब गोल अंतर के कारण वह चौथे स्थान पर है। इन दोनों टीमों से एक अंक पीछे टोटेनहैम दूसरे स्थान पर है लेकिन उसे सोमवार को एवर्टन से भिड़ना है।: [24, 925, 259, 1116]
columnist-quote: [24, 12, 364, 196]
article-rohit-batting: [1008, 247, 1492, 453]
